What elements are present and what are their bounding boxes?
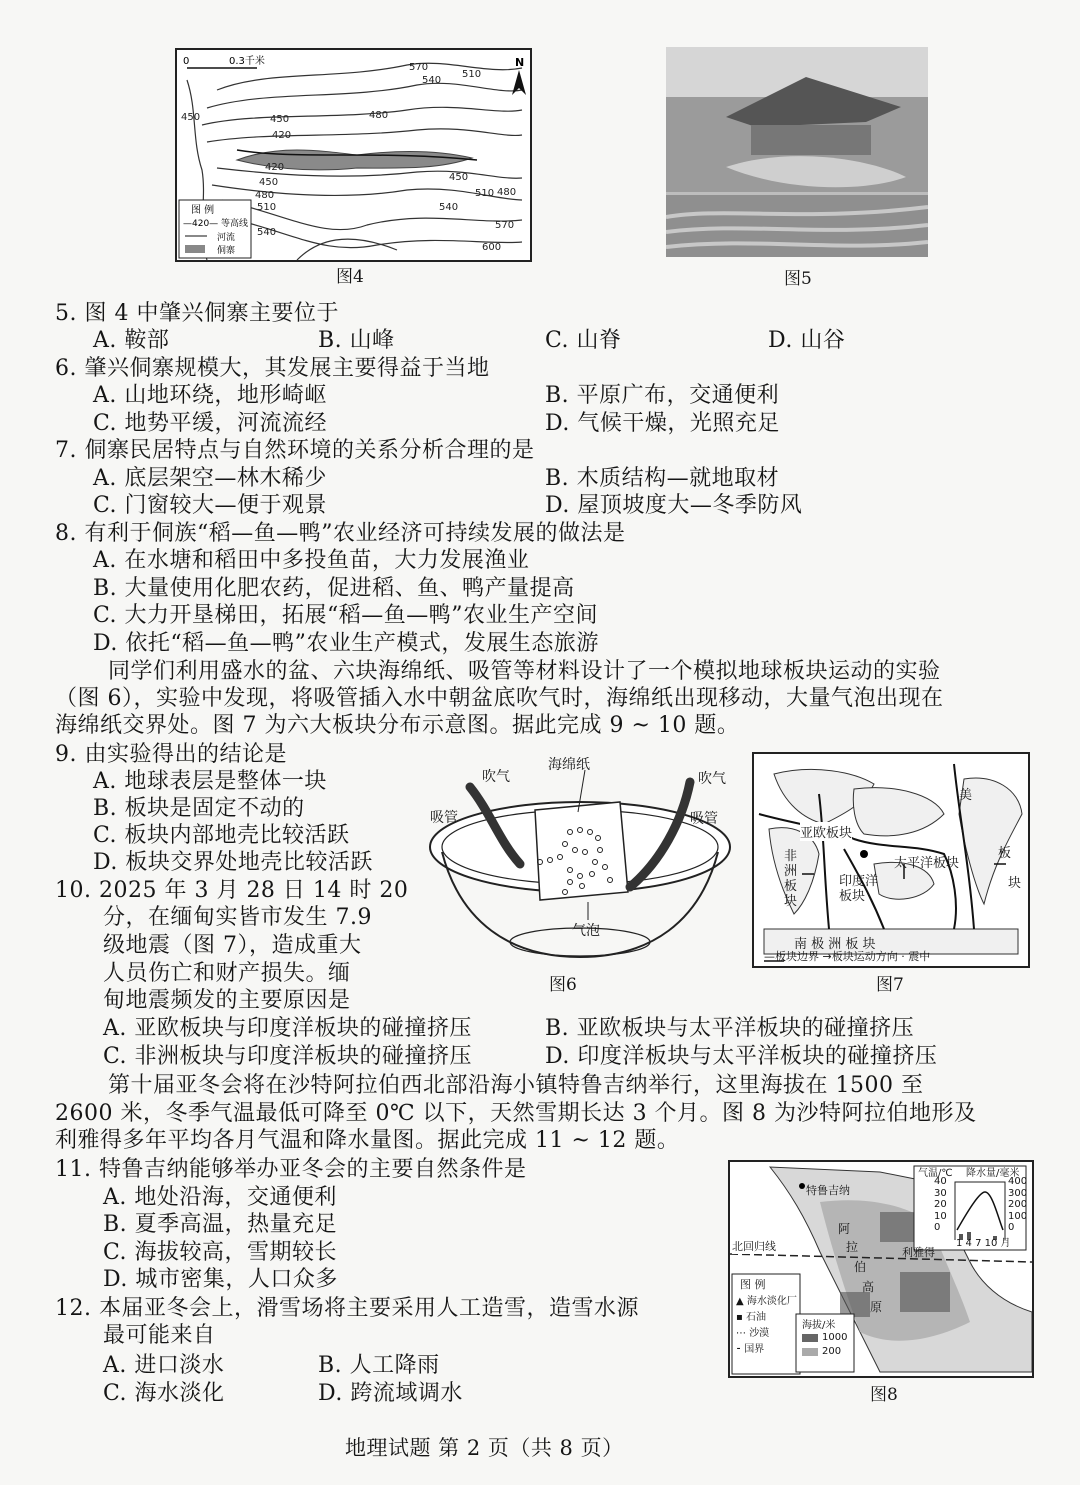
legend-village: 侗寨 xyxy=(217,246,236,256)
q9-stem: 9. 由实验得出的结论是 xyxy=(55,742,287,767)
elevation-200: 200 xyxy=(822,1346,842,1357)
q6-stem: 6. 肇兴侗寨规模大，其发展主要得益于当地 xyxy=(55,356,490,381)
q7-option-b: B. 木质结构—就地取材 xyxy=(545,466,780,491)
svg-text:510: 510 xyxy=(462,69,482,80)
svg-text:0: 0 xyxy=(183,56,190,67)
plate-african-label: 非洲板块 xyxy=(784,849,798,909)
figure-5-photo xyxy=(666,47,928,257)
riyadh-label: 利雅得 xyxy=(902,1246,935,1259)
svg-text:420: 420 xyxy=(272,130,292,141)
q6-option-a: A. 山地环绕，地形崎岖 xyxy=(93,383,327,408)
fig7-legend: —板块边界 →板块运动方向 · 震中 xyxy=(764,950,931,963)
q10-stem-line4: 人员伤亡和财产损失。缅 xyxy=(103,961,351,986)
svg-text:450: 450 xyxy=(270,114,290,125)
figure-7-plate-map xyxy=(752,752,1030,968)
q10-option-d: D. 印度洋板块与太平洋板块的碰撞挤压 xyxy=(545,1044,938,1069)
legend-border: ⁃ 国界 xyxy=(736,1344,765,1355)
figure-6-experiment xyxy=(420,752,740,967)
plateau-label-3: 伯 xyxy=(854,1260,867,1274)
legend-desal-plant: ▲ 海水淡化厂 xyxy=(736,1296,797,1307)
plate-american-label-1: 美 xyxy=(959,788,973,803)
q12-option-c: C. 海水淡化 xyxy=(103,1381,225,1406)
q5-option-d: D. 山谷 xyxy=(768,328,846,353)
q6-option-c: C. 地势平缓，河流流经 xyxy=(93,411,328,436)
q9-option-b: B. 板块是固定不动的 xyxy=(93,796,305,821)
fig5-caption: 图5 xyxy=(784,269,812,289)
sponge-paper xyxy=(535,802,628,900)
svg-text:540: 540 xyxy=(422,75,442,86)
q8-option-d: D. 依托“稻—鱼—鸭”农业生产模式，发展生态旅游 xyxy=(93,631,599,656)
page-footer: 地理试题 第 2 页（共 8 页） xyxy=(345,1436,624,1460)
q6-option-d: D. 气候干燥，光照充足 xyxy=(545,411,780,436)
intro2-line3: 利雅得多年平均各月气温和降水量图。据此完成 11 ~ 12 题。 xyxy=(55,1128,680,1153)
q10-option-c: C. 非洲板块与印度洋板块的碰撞挤压 xyxy=(103,1044,473,1069)
legend-oil: ▪ 石油 xyxy=(736,1312,766,1323)
svg-text:450: 450 xyxy=(449,172,469,183)
fig8-legend-title: 图 例 xyxy=(740,1278,766,1291)
q8-stem: 8. 有利于侗族“稻—鱼—鸭”农业经济可持续发展的做法是 xyxy=(55,521,626,546)
q10-stem-line3: 级地震（图 7），造成重大 xyxy=(103,933,362,958)
q5-option-b: B. 山峰 xyxy=(318,328,395,353)
q10-stem-line2: 分，在缅甸实皆市发生 7.9 xyxy=(103,905,372,930)
q5-option-a: A. 鞍部 xyxy=(93,328,170,353)
legend-contour: —420— 等高线 xyxy=(183,219,249,229)
q10-option-a: A. 亚欧板块与印度洋板块的碰撞挤压 xyxy=(103,1016,472,1041)
fig8-caption: 图8 xyxy=(870,1385,898,1405)
q5-option-c: C. 山脊 xyxy=(545,328,622,353)
fig4-caption: 图4 xyxy=(336,267,364,287)
q11-option-c: C. 海拔较高，雪期较长 xyxy=(103,1240,338,1265)
plate-antarctic-label: 南 极 洲 板 块 xyxy=(794,937,876,952)
fig6-caption: 图6 xyxy=(549,975,577,995)
q9-option-d: D. 板块交界处地壳比较活跃 xyxy=(93,850,373,875)
q12-option-d: D. 跨流域调水 xyxy=(318,1381,463,1406)
legend-river: 河流 xyxy=(217,233,236,243)
svg-text:N: N xyxy=(515,56,525,69)
svg-text:510: 510 xyxy=(257,202,277,213)
q10-stem-line1: 10. 2025 年 3 月 28 日 14 时 20 xyxy=(55,878,409,903)
q12-stem-line1: 12. 本届亚冬会上，滑雪场将主要采用人工造雪，造雪水源 xyxy=(55,1296,639,1321)
blow-left-label: 吹气 xyxy=(482,769,510,785)
svg-text:600: 600 xyxy=(482,242,502,253)
plate-american-label-3: 块 xyxy=(1008,876,1022,891)
svg-text:570: 570 xyxy=(495,220,515,231)
svg-text:480: 480 xyxy=(497,187,517,198)
q9-option-a: A. 地球表层是整体一块 xyxy=(93,769,327,794)
q9-option-c: C. 板块内部地壳比较活跃 xyxy=(93,823,350,848)
plate-eurasian-label: 亚欧板块 xyxy=(800,822,852,841)
q7-option-d: D. 屋顶坡度大—冬季防风 xyxy=(545,493,803,518)
sponge-label: 海绵纸 xyxy=(548,757,590,773)
q11-option-d: D. 城市密集，人口众多 xyxy=(103,1267,338,1292)
q10-stem-line5: 甸地震频发的主要原因是 xyxy=(103,988,351,1013)
svg-text:420: 420 xyxy=(265,162,285,173)
svg-text:540: 540 xyxy=(257,227,277,238)
plateau-label-4: 高 xyxy=(862,1280,875,1294)
q11-stem: 11. 特鲁吉纳能够举办亚冬会的主要自然条件是 xyxy=(55,1157,527,1182)
q12-option-b: B. 人工降雨 xyxy=(318,1353,440,1378)
epicenter-dot xyxy=(860,850,868,858)
bubble-label: 气泡 xyxy=(572,923,600,939)
q7-option-c: C. 门窗较大—便于观景 xyxy=(93,493,328,518)
straw-left-label: 吸管 xyxy=(430,810,458,826)
q11-option-b: B. 夏季高温，热量充足 xyxy=(103,1212,338,1237)
intro2-line2: 2600 米，冬季气温最低可降至 0℃ 以下，天然雪期长达 3 个月。图 8 为沙特阿拉伯地形及 xyxy=(55,1101,977,1126)
svg-text:570: 570 xyxy=(409,62,429,73)
intro1-line2: （图 6），实验中发现，将吸管插入水中朝盆底吹气时，海绵纸出现移动，大量气泡出现在 xyxy=(55,686,944,711)
precip-ticks: 400 300 200 100 0 xyxy=(1008,1176,1028,1233)
trujena-dot xyxy=(799,1183,805,1189)
plateau-label-1: 阿 xyxy=(838,1222,851,1236)
month-axis-label: 1 4 7 10 月 xyxy=(956,1238,1011,1249)
blow-right-label: 吹气 xyxy=(698,771,726,787)
contour-map-svg xyxy=(177,50,530,260)
q12-stem-line2: 最可能来自 xyxy=(103,1323,216,1348)
svg-text:450: 450 xyxy=(181,112,201,123)
plate-american-label-2: 板 xyxy=(998,846,1012,861)
q7-option-a: A. 底层架空—林木稀少 xyxy=(93,466,327,491)
q7-stem: 7. 侗寨民居特点与自然环境的关系分析合理的是 xyxy=(55,438,535,463)
q10-option-b: B. 亚欧板块与太平洋板块的碰撞挤压 xyxy=(545,1016,915,1041)
q12-option-a: A. 进口淡水 xyxy=(103,1353,225,1378)
q6-option-b: B. 平原广布，交通便利 xyxy=(545,383,780,408)
straw-right-label: 吸管 xyxy=(690,811,718,827)
plate-pacific-label: 太平洋板块 xyxy=(894,856,960,871)
q8-option-a: A. 在水塘和稻田中多投鱼苗，大力发展渔业 xyxy=(93,548,530,573)
tropic-label: 北回归线 xyxy=(732,1240,776,1253)
intro1-line3: 海绵纸交界处。图 7 为六大板块分布示意图。据此完成 9 ~ 10 题。 xyxy=(55,713,740,738)
svg-text:450: 450 xyxy=(259,177,279,188)
svg-text:510: 510 xyxy=(475,188,495,199)
figure-8-saudi-map xyxy=(728,1160,1034,1378)
legend-desert: ⋯ 沙漠 xyxy=(736,1328,770,1339)
elevation-1000: 1000 xyxy=(822,1332,848,1343)
north-arrow-icon xyxy=(512,56,526,95)
fig7-caption: 图7 xyxy=(876,975,904,995)
svg-text:540: 540 xyxy=(439,202,459,213)
trujena-label: 特鲁吉纳 xyxy=(806,1184,850,1197)
chart-temp-axis-label: 气温/℃ xyxy=(918,1168,953,1179)
intro1-line1: 同学们利用盛水的盆、六块海绵纸、吸管等材料设计了一个模拟地球板块运动的实验 xyxy=(108,659,941,684)
plate-indian-label: 印度洋板块 xyxy=(839,874,879,904)
legend-title: 图 例 xyxy=(191,205,215,216)
plateau-label-2: 拉 xyxy=(846,1240,859,1254)
chart-precip-axis-label: 降水量/毫米 xyxy=(966,1168,1020,1179)
plateau-label-5: 原 xyxy=(870,1300,883,1314)
intro2-line1: 第十届亚冬会将在沙特阿拉伯西北部沿海小镇特鲁吉纳举行，这里海拔在 1500 至 xyxy=(108,1073,924,1098)
q11-option-a: A. 地处沿海，交通便利 xyxy=(103,1185,337,1210)
q5-stem: 5. 图 4 中肇兴侗寨主要位于 xyxy=(55,301,339,326)
scale-label: 0.3千米 xyxy=(229,56,265,67)
elevation-title: 海拔/米 xyxy=(802,1320,836,1331)
temp-ticks: 40 30 20 10 0 xyxy=(934,1176,947,1233)
svg-text:480: 480 xyxy=(255,190,275,201)
figure-4-contour-map xyxy=(175,48,532,262)
q8-option-b: B. 大量使用化肥农药，促进稻、鱼、鸭产量提高 xyxy=(93,576,575,601)
svg-text:480: 480 xyxy=(369,110,389,121)
q8-option-c: C. 大力开垦梯田，拓展“稻—鱼—鸭”农业生产空间 xyxy=(93,603,599,628)
